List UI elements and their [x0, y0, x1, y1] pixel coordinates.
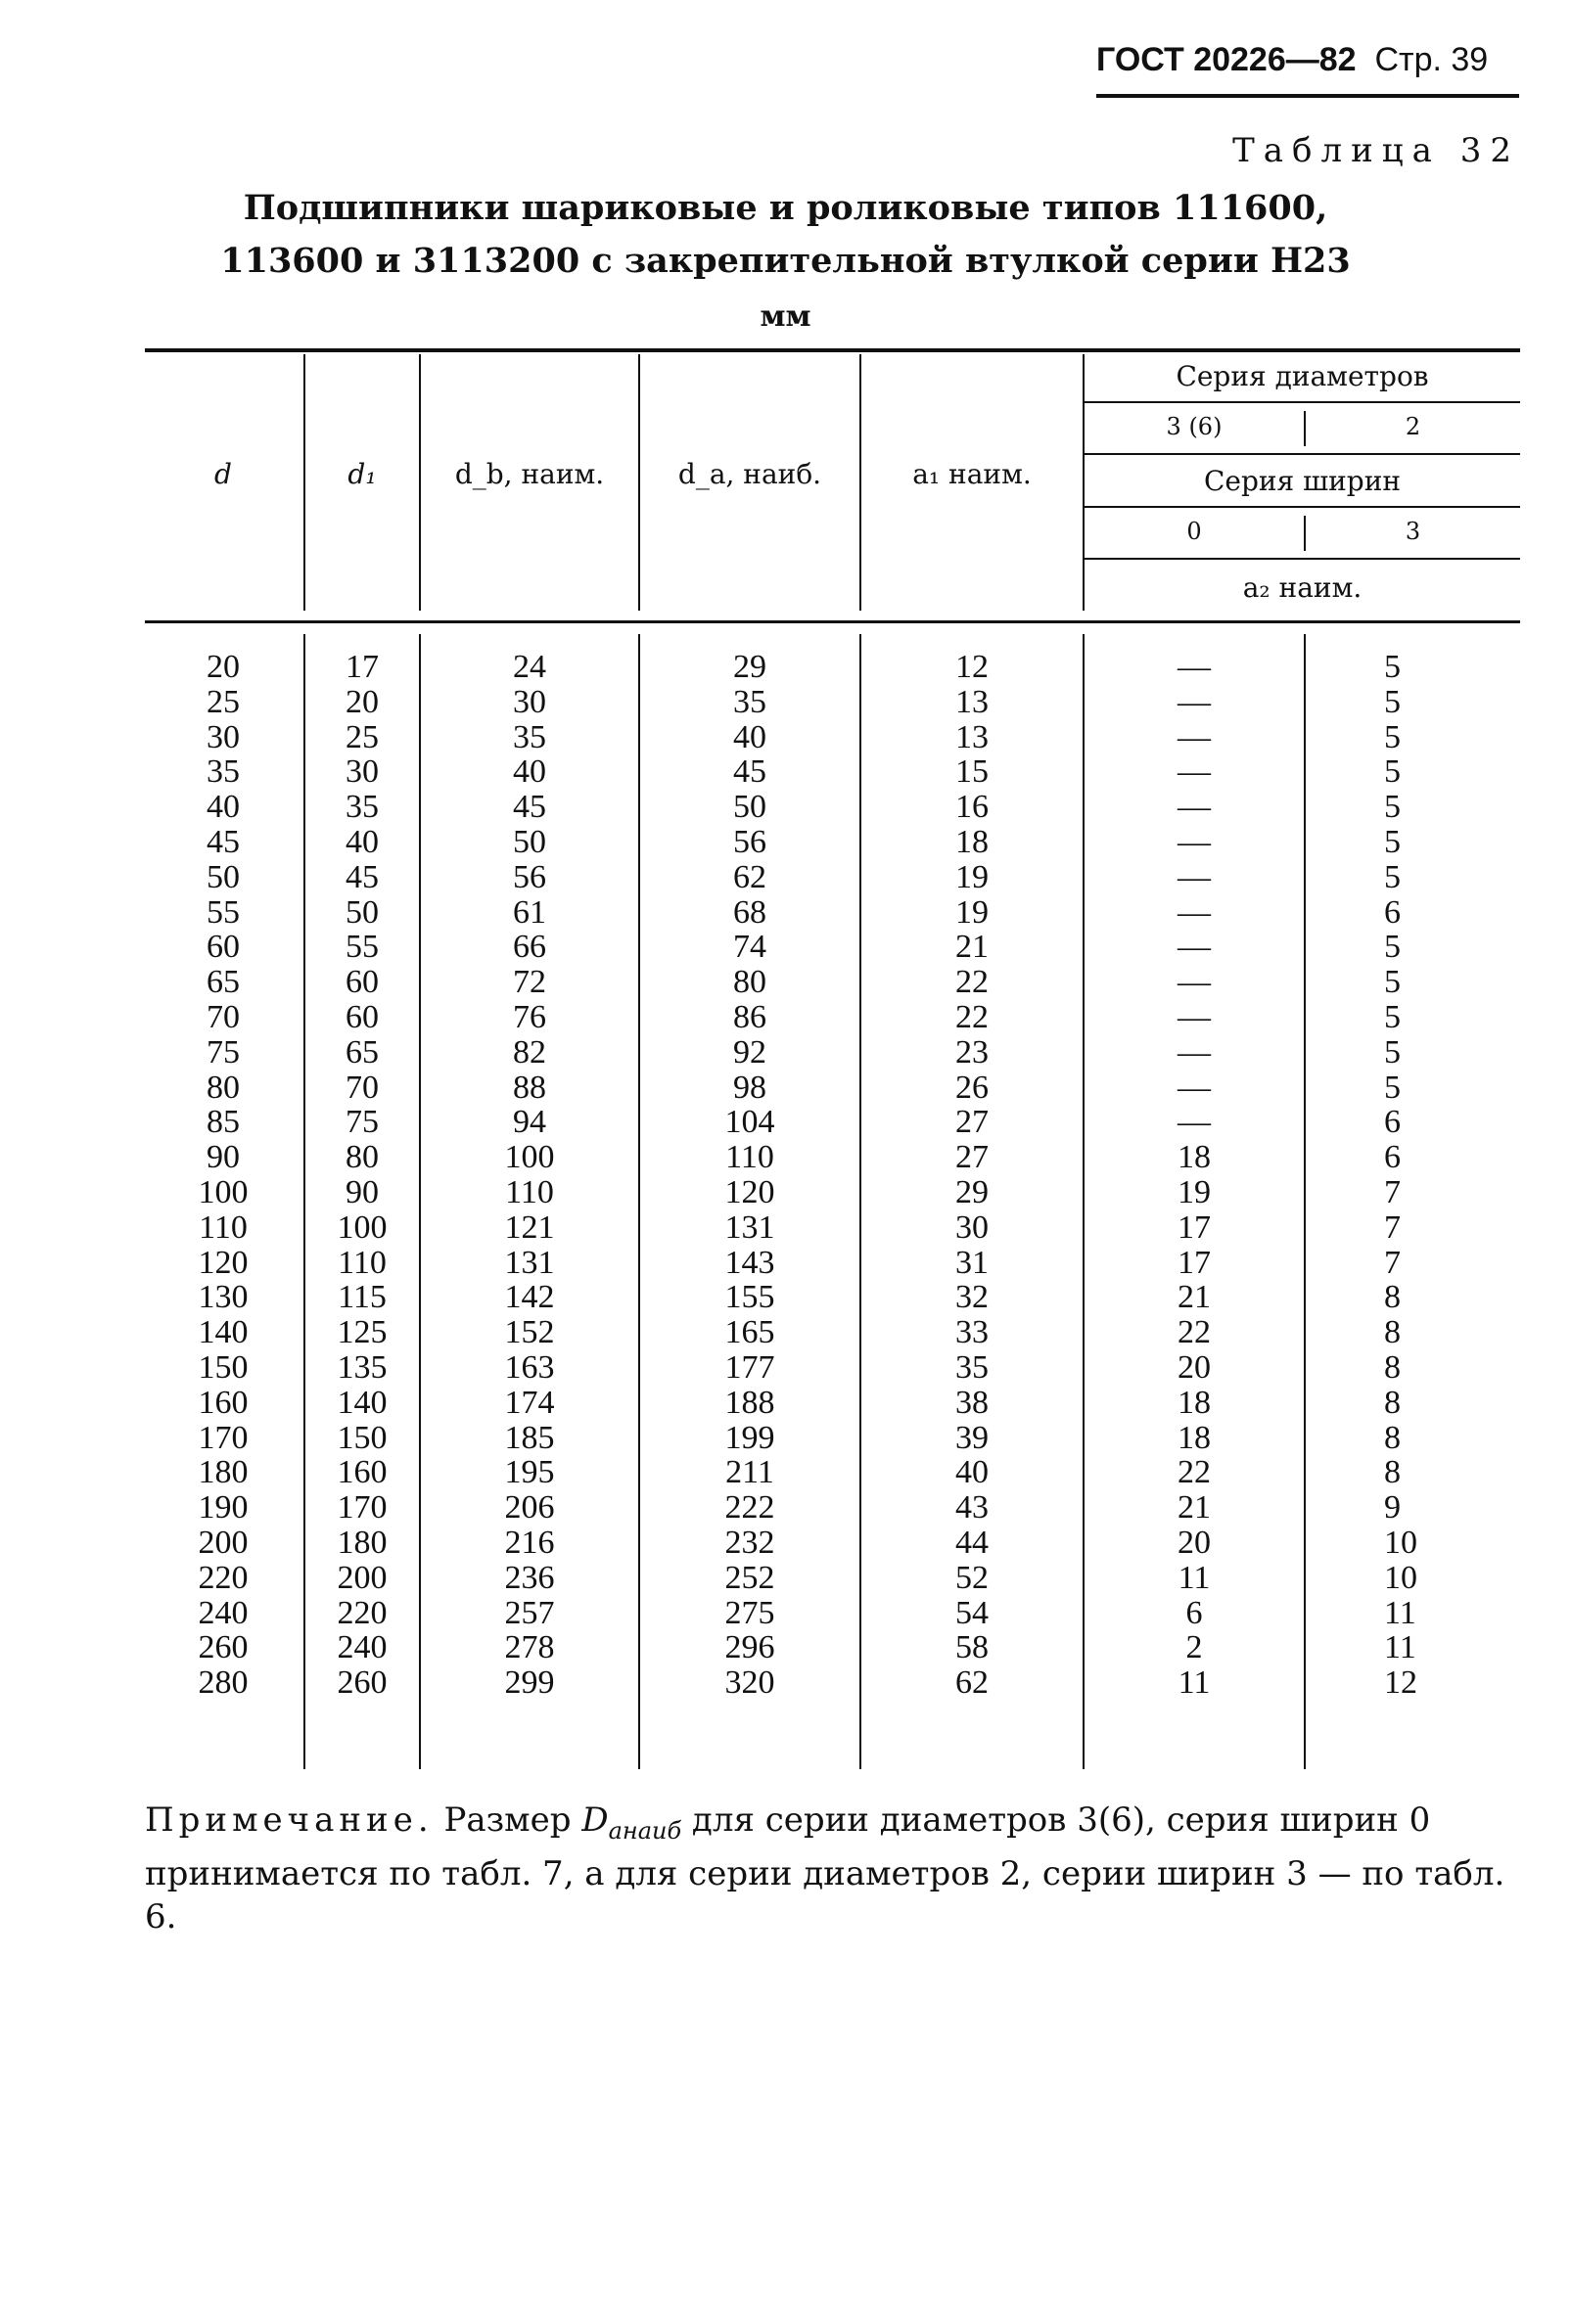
table-cell: 222 — [724, 1489, 775, 1527]
table-cell: 11 — [1178, 1664, 1211, 1702]
table-cell: 18 — [1178, 1384, 1211, 1421]
table-cell: 40 — [733, 718, 766, 755]
table-cell: 143 — [724, 1244, 775, 1281]
table-cell: 19 — [955, 858, 989, 895]
table-cell: 110 — [725, 1139, 774, 1176]
table-cell: 100 — [504, 1139, 555, 1176]
note-text-1: Размер — [443, 1800, 572, 1840]
table-cell: 54 — [955, 1594, 989, 1631]
table-cell: 35 — [955, 1348, 989, 1386]
table-cell: 110 — [505, 1173, 554, 1210]
table-cell: 90 — [346, 1173, 379, 1210]
table-cell: — — [1178, 1033, 1211, 1071]
table-cell: 88 — [513, 1069, 546, 1106]
table-cell: 174 — [504, 1384, 555, 1421]
table-cell: 9 — [1384, 1489, 1401, 1527]
table-cell: 5 — [1384, 1033, 1401, 1071]
table-cell: 21 — [1178, 1279, 1211, 1316]
table-cell: 20 — [1178, 1524, 1211, 1561]
table-cell: 39 — [955, 1419, 989, 1456]
header-da — [640, 458, 859, 490]
column-a2-series-2-3 — [1306, 650, 1520, 1701]
table-cell: 2 — [1185, 1629, 1203, 1666]
table-cell: 22 — [1178, 1314, 1211, 1351]
column-db — [421, 650, 638, 1701]
table-cell: — — [1178, 718, 1211, 755]
table-cell: 120 — [724, 1173, 775, 1210]
table-cell: 74 — [733, 929, 766, 966]
table-cell: 110 — [199, 1208, 248, 1246]
header-a2: a₂ наим. — [1242, 571, 1363, 604]
table-cell: 70 — [207, 998, 240, 1035]
table-cell: 22 — [955, 964, 989, 1001]
table-cell: 85 — [207, 1104, 240, 1141]
table-cell: 40 — [207, 789, 240, 826]
units-label: мм — [760, 299, 811, 334]
table-cell: 12 — [955, 649, 989, 685]
table-cell: 260 — [198, 1629, 249, 1666]
table-cell: 150 — [337, 1419, 388, 1456]
header-width-0: 0 — [1186, 518, 1202, 545]
table-cell: 60 — [346, 998, 379, 1035]
column-d — [145, 650, 301, 1701]
table-cell: 131 — [504, 1244, 555, 1281]
table-cell: 142 — [504, 1279, 555, 1316]
header-d — [145, 458, 301, 490]
table-cell: 200 — [337, 1559, 388, 1596]
table-cell: 115 — [338, 1279, 387, 1316]
table-cell: 5 — [1384, 718, 1401, 755]
table-cell: 23 — [955, 1033, 989, 1071]
table-cell: 280 — [198, 1664, 249, 1702]
header-da-label: d_a, наиб. — [677, 458, 822, 490]
table-cell: 5 — [1384, 649, 1401, 685]
table-cell: 240 — [198, 1594, 249, 1631]
table-cell: 31 — [955, 1244, 989, 1281]
table-cell: — — [1178, 929, 1211, 966]
table-cell: 61 — [513, 893, 546, 931]
table-cell: 140 — [337, 1384, 388, 1421]
page-number: Стр. 39 — [1374, 41, 1489, 78]
table-cell: 299 — [504, 1664, 555, 1702]
standard-code: ГОСТ 20226—82 — [1096, 41, 1357, 78]
table-cell: 56 — [513, 858, 546, 895]
table-cell: 35 — [513, 718, 546, 755]
table-note — [145, 1799, 1515, 1938]
table-cell: 17 — [346, 649, 379, 685]
table-cell: 5 — [1384, 823, 1401, 860]
table-cell: 29 — [733, 649, 766, 685]
table-cell: 76 — [513, 998, 546, 1035]
table-cell: 86 — [733, 998, 766, 1035]
width-series-rule — [1085, 506, 1520, 508]
table-cell: 24 — [513, 649, 546, 685]
header-db — [421, 458, 638, 490]
header-d1 — [305, 458, 419, 490]
table-cell: 5 — [1384, 964, 1401, 1001]
note-line-1 — [145, 1799, 1515, 1852]
table-cell: 62 — [955, 1664, 989, 1702]
table-cell: 7 — [1384, 1244, 1401, 1281]
table-cell: 163 — [504, 1348, 555, 1386]
table-cell: 100 — [198, 1173, 249, 1210]
column-da — [640, 650, 859, 1701]
table-cell: 8 — [1384, 1279, 1401, 1316]
page-header — [1096, 41, 1488, 79]
table-cell: — — [1178, 649, 1211, 685]
table-cell: 15 — [955, 753, 989, 791]
table-cell: 10 — [1384, 1524, 1417, 1561]
table-title-line-1: Подшипники шариковые и роликовые типов 111600, — [243, 188, 1328, 228]
table-cell: 33 — [955, 1314, 989, 1351]
table-cell: 92 — [733, 1033, 766, 1071]
table-cell: 199 — [724, 1419, 775, 1456]
table-cell: 185 — [504, 1419, 555, 1456]
header-a1 — [861, 458, 1083, 490]
table-cell: 94 — [513, 1104, 546, 1141]
table-cell: — — [1178, 753, 1211, 791]
table-cell: 30 — [955, 1208, 989, 1246]
table-cell: 19 — [1178, 1173, 1211, 1210]
table-cell: 220 — [337, 1594, 388, 1631]
table-cell: 30 — [207, 718, 240, 755]
table-cell: 55 — [207, 893, 240, 931]
table-cell: 18 — [1178, 1419, 1211, 1456]
table-cell: 56 — [733, 823, 766, 860]
table-number: Таблица 32 — [1232, 131, 1520, 170]
table-cell: 40 — [955, 1454, 989, 1491]
table-cell: 22 — [1178, 1454, 1211, 1491]
table-cell: 152 — [504, 1314, 555, 1351]
table-cell: 55 — [346, 929, 379, 966]
header-diam-36: 3 (6) — [1166, 413, 1223, 440]
table-cell: 6 — [1185, 1594, 1203, 1631]
table-cell: 110 — [338, 1244, 387, 1281]
table-cell: 7 — [1384, 1173, 1401, 1210]
table-cell: 220 — [198, 1559, 249, 1596]
table-cell: 6 — [1384, 893, 1401, 931]
table-cell: 72 — [513, 964, 546, 1001]
table-cell: 65 — [207, 964, 240, 1001]
table-cell: 38 — [955, 1384, 989, 1421]
table-cell: 20 — [207, 649, 240, 685]
column-a2-series-3-6-0 — [1085, 650, 1304, 1701]
table-cell: 260 — [337, 1664, 388, 1702]
table-cell: 32 — [955, 1279, 989, 1316]
table-cell: — — [1178, 683, 1211, 720]
table-cell: 6 — [1384, 1104, 1401, 1141]
table-cell: 13 — [955, 718, 989, 755]
table-title — [0, 182, 1571, 288]
table-cell: 180 — [198, 1454, 249, 1491]
table-cell: 125 — [337, 1314, 388, 1351]
table-cell: 11 — [1384, 1594, 1416, 1631]
note-lead: Примечание. — [145, 1800, 434, 1840]
table-title-line-2: 113600 и 3113200 с закрепительной втулкой серии Н23 — [220, 241, 1351, 281]
table-cell: 40 — [346, 823, 379, 860]
table-cell: 27 — [955, 1104, 989, 1141]
table-cell: — — [1178, 789, 1211, 826]
table-cell: 65 — [346, 1033, 379, 1071]
table-cell: 5 — [1384, 1069, 1401, 1106]
table-cell: 21 — [955, 929, 989, 966]
note-line-2: принимается по табл. 7, а для серии диаметров 2, серии ширин 3 — по табл. 6. — [145, 1853, 1505, 1937]
table-cell: 20 — [346, 683, 379, 720]
header-a1-label: a₁ наим. — [912, 458, 1032, 490]
header-bottom-rule — [145, 620, 1520, 623]
table-cell: 11 — [1384, 1629, 1416, 1666]
table-cell: 18 — [1178, 1139, 1211, 1176]
table-cell: 150 — [198, 1348, 249, 1386]
table-cell: 35 — [207, 753, 240, 791]
table-cell: 20 — [1178, 1348, 1211, 1386]
table-cell: 190 — [198, 1489, 249, 1527]
table-cell: 45 — [513, 789, 546, 826]
table-cell: 25 — [346, 718, 379, 755]
table-cell: 135 — [337, 1348, 388, 1386]
table-cell: 45 — [207, 823, 240, 860]
table-cell: 50 — [346, 893, 379, 931]
table-cell: 211 — [725, 1454, 774, 1491]
table-cell: 236 — [504, 1559, 555, 1596]
column-a1 — [861, 650, 1083, 1701]
note-symbol-sub: aнаиб — [608, 1816, 682, 1845]
table-cell: 8 — [1384, 1454, 1401, 1491]
table-cell: 160 — [337, 1454, 388, 1491]
table-cell: 5 — [1384, 998, 1401, 1035]
table-cell: 66 — [513, 929, 546, 966]
header-width-3: 3 — [1405, 518, 1421, 545]
table-cell: 257 — [504, 1594, 555, 1631]
table-cell: — — [1178, 964, 1211, 1001]
table-cell: 13 — [955, 683, 989, 720]
table-cell: — — [1178, 823, 1211, 860]
table-cell: 170 — [198, 1419, 249, 1456]
table-cell: 18 — [955, 823, 989, 860]
header-rule — [1096, 94, 1519, 98]
table-cell: 5 — [1384, 929, 1401, 966]
table-cell: 6 — [1384, 1139, 1401, 1176]
table-cell: 45 — [346, 858, 379, 895]
table-cell: 30 — [346, 753, 379, 791]
table-cell: 7 — [1384, 1208, 1401, 1246]
column-d1 — [305, 650, 419, 1701]
table-cell: 275 — [724, 1594, 775, 1631]
table-cell: 165 — [724, 1314, 775, 1351]
table-cell: 17 — [1178, 1208, 1211, 1246]
header-diam-2: 2 — [1405, 413, 1421, 440]
table-cell: 27 — [955, 1139, 989, 1176]
table-cell: 35 — [346, 789, 379, 826]
table-cell: 140 — [198, 1314, 249, 1351]
note-symbol: D — [581, 1800, 609, 1840]
table-cell: 26 — [955, 1069, 989, 1106]
table-cell: — — [1178, 1069, 1211, 1106]
table-cell: 16 — [955, 789, 989, 826]
table-cell: 70 — [346, 1069, 379, 1106]
table-cell: 206 — [504, 1489, 555, 1527]
table-cell: 12 — [1384, 1664, 1417, 1702]
table-cell: 50 — [513, 823, 546, 860]
table-cell: 5 — [1384, 789, 1401, 826]
width-values-rule — [1085, 558, 1520, 560]
table-cell: 120 — [198, 1244, 249, 1281]
table-cell: 82 — [513, 1033, 546, 1071]
diam-values-rule — [1085, 453, 1520, 455]
table-cell: — — [1178, 893, 1211, 931]
table-cell: 11 — [1178, 1559, 1211, 1596]
table-cell: 121 — [504, 1208, 555, 1246]
table-cell: 30 — [513, 683, 546, 720]
table-cell: 5 — [1384, 753, 1401, 791]
table-cell: 10 — [1384, 1559, 1417, 1596]
table-cell: 160 — [198, 1384, 249, 1421]
table-cell: 8 — [1384, 1348, 1401, 1386]
table-cell: 170 — [337, 1489, 388, 1527]
table-cell: 216 — [504, 1524, 555, 1561]
table-cell: 35 — [733, 683, 766, 720]
table-cell: 98 — [733, 1069, 766, 1106]
header-diam-series: Серия диаметров — [1176, 360, 1429, 392]
table-cell: 43 — [955, 1489, 989, 1527]
table-cell: 50 — [207, 858, 240, 895]
table-cell: 155 — [724, 1279, 775, 1316]
table-cell: 17 — [1178, 1244, 1211, 1281]
table-cell: 320 — [724, 1664, 775, 1702]
table-top-rule — [145, 348, 1520, 352]
table-cell: 188 — [724, 1384, 775, 1421]
table-cell: 44 — [955, 1524, 989, 1561]
table-cell: 104 — [724, 1104, 775, 1141]
table-cell: 40 — [513, 753, 546, 791]
table-cell: 60 — [207, 929, 240, 966]
table-cell: 52 — [955, 1559, 989, 1596]
table-cell: 62 — [733, 858, 766, 895]
table-cell: 75 — [207, 1033, 240, 1071]
table-cell: 8 — [1384, 1419, 1401, 1456]
table-cell: — — [1178, 1104, 1211, 1141]
header-d1-label: d₁ — [347, 458, 377, 490]
table-cell: 75 — [346, 1104, 379, 1141]
table-cell: 50 — [733, 789, 766, 826]
table-cell: — — [1178, 998, 1211, 1035]
table-cell: 131 — [724, 1208, 775, 1246]
diam-series-rule — [1085, 401, 1520, 403]
table-cell: 177 — [724, 1348, 775, 1386]
header-db-label: d_b, наим. — [454, 458, 605, 490]
table-cell: 45 — [733, 753, 766, 791]
table-cell: 29 — [955, 1173, 989, 1210]
table-cell: 5 — [1384, 683, 1401, 720]
table-cell: 58 — [955, 1629, 989, 1666]
table-cell: 80 — [346, 1139, 379, 1176]
table-cell: 19 — [955, 893, 989, 931]
table-cell: 195 — [504, 1454, 555, 1491]
table-cell: 68 — [733, 893, 766, 931]
table-cell: 278 — [504, 1629, 555, 1666]
table-cell: 5 — [1384, 858, 1401, 895]
header-width-series: Серия ширин — [1203, 465, 1402, 497]
table-cell: 130 — [198, 1279, 249, 1316]
table-cell: 21 — [1178, 1489, 1211, 1527]
header-d-label: d — [214, 458, 232, 490]
table-cell: 232 — [724, 1524, 775, 1561]
table-cell: 60 — [346, 964, 379, 1001]
table-cell: 252 — [724, 1559, 775, 1596]
table-cell: 25 — [207, 683, 240, 720]
table-cell: 180 — [337, 1524, 388, 1561]
table-cell: 8 — [1384, 1314, 1401, 1351]
note-text-2: для серии диаметров 3(6), серия ширин 0 — [691, 1800, 1431, 1840]
table-cell: 90 — [207, 1139, 240, 1176]
table-cell: 80 — [733, 964, 766, 1001]
table-cell: — — [1178, 858, 1211, 895]
table-cell: 8 — [1384, 1384, 1401, 1421]
table-cell: 22 — [955, 998, 989, 1035]
table-cell: 296 — [724, 1629, 775, 1666]
table-cell: 80 — [207, 1069, 240, 1106]
table-cell: 200 — [198, 1524, 249, 1561]
table-cell: 240 — [337, 1629, 388, 1666]
table-cell: 100 — [337, 1208, 388, 1246]
